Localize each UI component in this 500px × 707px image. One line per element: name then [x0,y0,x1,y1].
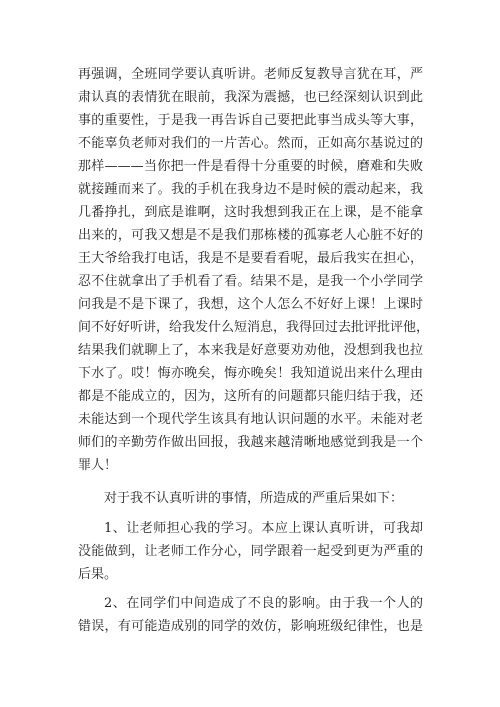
text-line: 那样———当你把一件是看得十分重要的时候，磨难和失败 [78,159,423,174]
main-paragraph [78,63,430,477]
text-line: 事的重要性，于是我一再告诉自己要把此事当成头等大事， [78,113,423,128]
text-line: 问我是不是下课了，我想，这个人怎么不好好上课！上课时 [78,297,423,312]
text-line: 忍不住就拿出了手机看了看。结果不是，是我一个小学同学 [78,274,423,289]
text-line: 肃认真的表情犹在眼前，我深为震撼，也已经深刻认识到此 [78,90,423,105]
text-line: 没能做到，让老师工作分心，同学跟着一起受到更为严重的 [78,544,423,559]
text-line: 不能辜负老师对我们的一片苦心。然而，正如高尔基说过的 [78,136,423,151]
text-line: 错误，有可能造成别的同学的效仿，影响班级纪律性，也是 [78,619,423,634]
text-line: 都是不能成立的，因为，这所有的问题都只能归结于我，还 [78,389,423,404]
text-line: 王大爷给我打电话，我是不是要看看呢，最后我实在担心， [78,251,423,266]
text-line: 2、在同学们中间造成了不良的影响。由于我一个人的 [104,596,423,611]
text-line: 就接踵而来了。我的手机在我身边不是时候的震动起来，我 [78,182,423,197]
consequences-intro-paragraph [78,487,423,510]
text-line: 后果。 [78,567,118,582]
text-line: 再强调，全班同学要认真听讲。老师反复教导言犹在耳，严 [78,67,423,82]
text-line: 对于我不认真听讲的事情，所造成的严重后果如下： [104,491,404,506]
text-line: 师们的辛勤劳作做出回报，我越来越清晰地感觉到我是一个 [78,435,423,450]
text-line: 间不好好听讲，给我发什么短消息，我得回过去批评批评他， [78,320,430,335]
text-line: 结果我们就聊上了，本来我是好意要劝劝他，没想到我也拉 [78,343,423,358]
text-line: 几番挣扎，到底是谁啊，这时我想到我正在上课，是不能拿 [78,205,423,220]
text-line: 未能达到一个现代学生该具有地认识问题的水平。未能对老 [78,412,423,427]
consequence-item-2 [78,592,423,638]
text-line: 罪人！ [78,458,118,473]
consequence-item-1 [78,517,423,586]
text-line: 出来的，可我又想是不是我们那栋楼的孤寡老人心脏不好的 [78,228,423,243]
text-line: 1、让老师担心我的学习。本应上课认真听讲，可我却 [104,521,423,536]
text-line: 下水了。哎！悔亦晚矣，悔亦晚矣！我知道说出来什么理由 [78,366,423,381]
